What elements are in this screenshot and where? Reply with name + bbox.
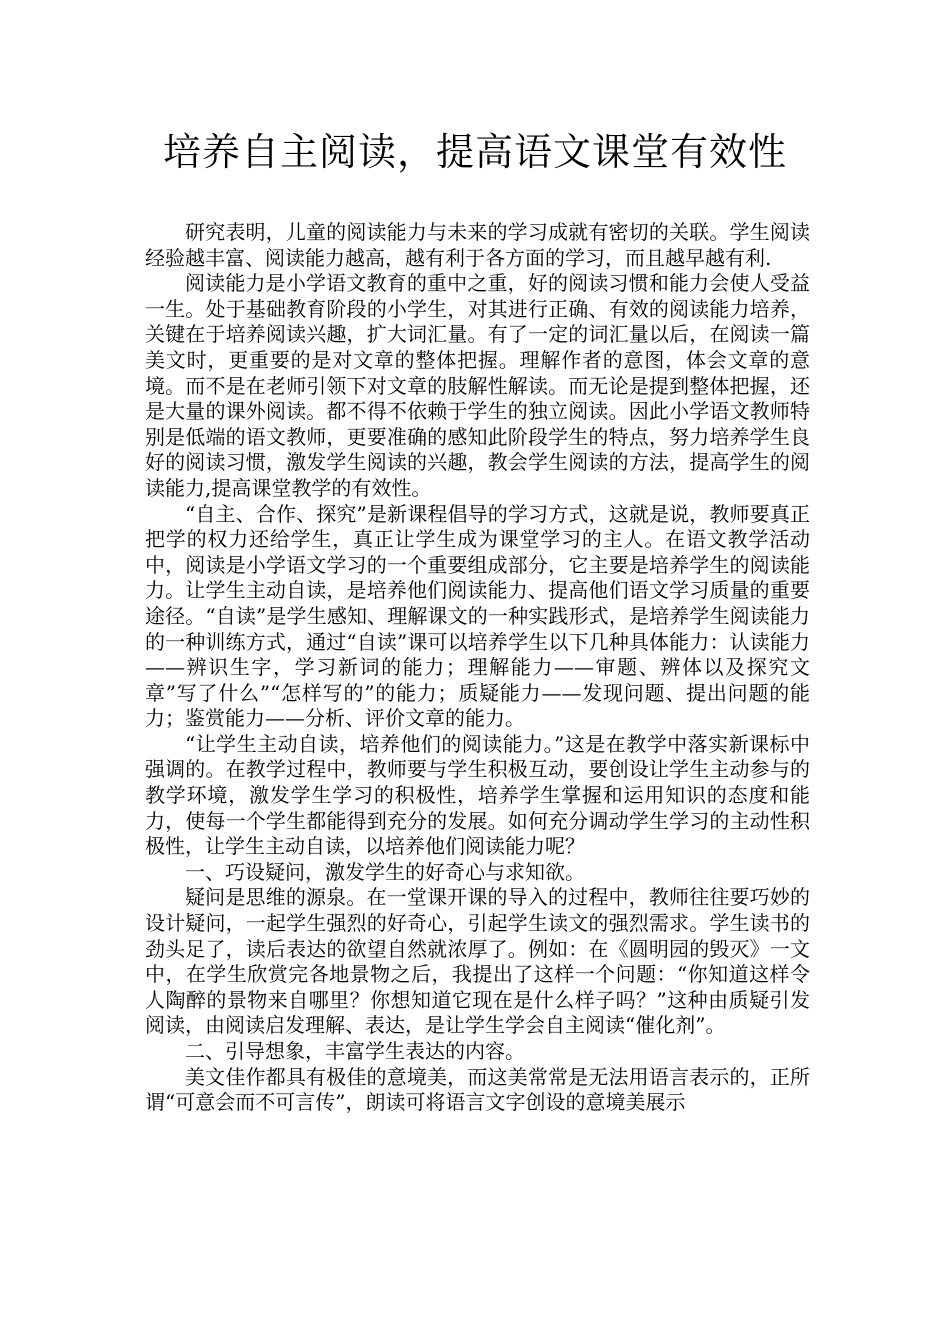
paragraph-3: “自主、合作、探究”是新课程倡导的学习方式，这就是说，教师要真正把学的权力还给学生，真正让学生成为课堂学习的主人。在语文教学活动中，阅读是小学语文学习的一个重要组成部分，它主要是培养学生的阅读能力。让学生主动自读，是培养他们阅读能力、提高他们语文学习质量的重要途径。“自读”是学生感知、理解课文的一种实践形式，是培养学生阅读能力的一种训练方式，通过“自读”课可以培养学生以下几种具体能力：认读能力——辨识生字，学习新词的能力；理解能力——审题、辨体以及探究文章”写了什么”“怎样写的”的能力；质疑能力——发现问题、提出问题的能力；鉴赏能力——分析、评价文章的能力。 [145,501,810,731]
paragraph-2: 阅读能力是小学语文教育的重中之重，好的阅读习惯和能力会使人受益一生。处于基础教育阶段的小学生，对其进行正确、有效的阅读能力培养，关键在于培养阅读兴趣，扩大词汇量。有了一定的词汇量以后，在阅读一篇美文时，更重要的是对文章的整体把握。理解作者的意图，体会文章的意境。而不是在老师引领下对文章的肢解性解读。而无论是提到整体把握，还是大量的课外阅读。都不得不依赖于学生的独立阅读。因此小学语文教师特别是低端的语文教师，更要准确的感知此阶段学生的特点，努力培养学生良好的阅读习惯，激发学生阅读的兴趣，教会学生阅读的方法，提高学生的阅读能力,提高课堂教学的有效性。 [145,271,810,500]
section-heading-1: 一、巧设疑问，激发学生的好奇心与求知欲。 [185,859,585,884]
section-heading-2: 二、引导想象，丰富学生表达的内容。 [185,1039,525,1063]
paragraph-5: 疑问是思维的源泉。在一堂课开课的导入的过程中，教师往往要巧妙的设计疑问，一起学生强烈的好奇心，引起学生读文的强烈需求。学生读书的劲头足了，读后表达的欲望自然就浓厚了。例如：在《圆明园的毁灭》一文中，在学生欣赏完各地景物之后，我提出了这样一个问题：“你知道这样令人陶醉的景物来自哪里？你想知道它现在是什么样子吗？”这种由质疑引发阅读，由阅读启发理解、表达，是让学生学会自主阅读“催化剂”。 [145,885,810,1038]
paragraph-1: 研究表明，儿童的阅读能力与未来的学习成就有密切的关联。学生阅读经验越丰富、阅读能力越高，越有利于各方面的学习，而且越早越有利. [145,220,810,270]
paragraph-4: “让学生主动自读，培养他们的阅读能力。”这是在教学中落实新课标中强调的。在教学过程中，教师要与学生积极互动，要创设让学生主动参与的教学环境，激发学生学习的积极性，培养学生掌握和运用知识的态度和能力，使每一个学生都能得到充分的发展。如何充分调动学生学习的主动性积极性，让学生主动自读，以培养他们阅读能力呢？ [145,731,810,859]
document-title: 培养自主阅读，提高语文课堂有效性 [162,130,787,174]
paragraph-6: 美文佳作都具有极佳的意境美，而这美常常是无法用语言表示的，正所谓“可意会而不可言传”，朗读可将语言文字创设的意境美展示 [145,1064,810,1115]
document-body [145,220,810,1116]
